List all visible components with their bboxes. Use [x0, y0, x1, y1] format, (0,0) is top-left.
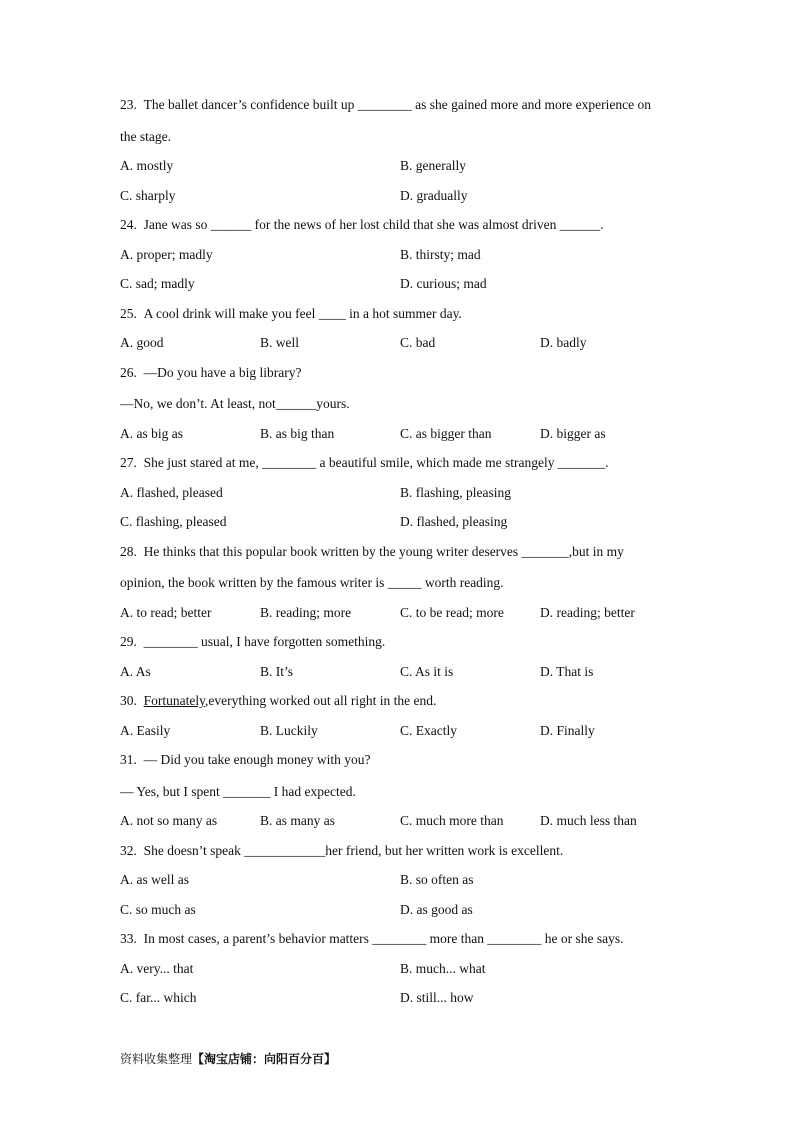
question-number: 30.	[120, 693, 137, 708]
answer-option: B. generally	[400, 158, 466, 173]
answer-option: A. not so many as	[120, 813, 218, 828]
options-row	[120, 811, 690, 831]
question-text: — Did you take enough money with you?	[143, 752, 371, 767]
answer-option: C. bad	[400, 335, 436, 350]
question-stem	[120, 929, 690, 949]
answer-option: D. Finally	[540, 722, 595, 738]
question-text: opinion, the book written by the famous writer is _____ worth reading.	[120, 575, 504, 590]
question-stem-continued	[120, 394, 690, 414]
answer-option: D. still... how	[400, 990, 474, 1005]
question-text: — Yes, but I spent _______ I had expected.	[120, 783, 356, 799]
answer-option: C. sharply	[120, 187, 176, 203]
options-row	[120, 424, 690, 444]
footer-shop: 【淘宝店铺：向阳百分百】	[192, 1052, 337, 1066]
answer-option: B. so often as	[400, 872, 474, 887]
question-text: He thinks that this popular book written by the young writer deserves _______,but in my	[143, 543, 624, 559]
question-text: —No, we don’t. At least, not______yours.	[120, 396, 350, 411]
answer-option: B. well	[260, 335, 299, 350]
question-stem	[120, 542, 690, 562]
answer-option: C. much more than	[400, 813, 504, 828]
answer-option: C. far... which	[120, 990, 197, 1005]
options-row	[120, 483, 690, 503]
answer-option: B. as big than	[260, 425, 335, 441]
question-text: The ballet dancer’s confidence built up ________ as she gained more and more experience on	[143, 97, 651, 112]
question-stem	[120, 215, 690, 235]
question-list	[120, 95, 690, 1008]
question-text: —Do you have a big library?	[143, 364, 302, 380]
question-stem	[120, 453, 690, 473]
options-row	[120, 603, 690, 623]
question-block	[120, 304, 690, 354]
question-number: 24.	[120, 217, 137, 232]
answer-option: C. so much as	[120, 901, 196, 917]
question-number: 27.	[120, 455, 137, 470]
answer-option: A. very... that	[120, 960, 194, 976]
answer-option: D. badly	[540, 335, 587, 350]
question-block	[120, 215, 690, 294]
answer-option: C. to be read; more	[400, 604, 504, 620]
answer-option: A. Easily	[120, 722, 171, 738]
answer-option: A. proper; madly	[120, 246, 213, 262]
answer-option: A. good	[120, 335, 164, 350]
question-stem	[120, 304, 690, 324]
answer-option: B. flashing, pleasing	[400, 484, 511, 500]
question-block	[120, 453, 690, 532]
question-number: 33.	[120, 931, 137, 946]
answer-option: B. reading; more	[260, 604, 352, 620]
answer-option: B. It’s	[260, 663, 294, 679]
options-row	[120, 186, 690, 206]
options-row	[120, 156, 690, 176]
answer-option: A. to read; better	[120, 604, 212, 620]
question-block	[120, 841, 690, 920]
question-number: 32.	[120, 842, 137, 858]
options-row	[120, 512, 690, 532]
options-row	[120, 959, 690, 979]
options-row	[120, 274, 690, 294]
options-row	[120, 333, 690, 353]
question-text: She doesn’t speak ____________her friend, but her written work is excellent.	[143, 842, 564, 858]
question-stem-continued	[120, 573, 690, 593]
question-number: 29.	[120, 634, 137, 649]
underlined-word: Fortunately	[143, 693, 205, 708]
answer-option: C. As it is	[400, 663, 454, 679]
answer-option: D. as good as	[400, 901, 473, 917]
answer-option: D. That is	[540, 663, 594, 679]
answer-option: A. As	[120, 663, 151, 679]
question-block	[120, 363, 690, 444]
question-block	[120, 542, 690, 623]
answer-option: D. much less than	[540, 813, 637, 828]
question-stem	[120, 841, 690, 861]
question-block	[120, 95, 690, 206]
question-block	[120, 929, 690, 1008]
question-stem	[120, 691, 690, 711]
question-text: In most cases, a parent’s behavior matters ________ more than ________ he or she says.	[143, 931, 624, 946]
answer-option: D. gradually	[400, 187, 468, 203]
question-text: Jane was so ______ for the news of her lost child that she was almost driven ______.	[143, 217, 604, 232]
question-text: the stage.	[120, 128, 171, 144]
answer-option: A. flashed, pleased	[120, 484, 223, 500]
answer-option: C. sad; madly	[120, 276, 195, 291]
answer-option: D. curious; mad	[400, 276, 487, 291]
question-number: 26.	[120, 364, 137, 380]
answer-option: B. thirsty; mad	[400, 246, 481, 262]
answer-option: B. much... what	[400, 960, 486, 976]
question-number: 23.	[120, 97, 137, 112]
answer-option: C. as bigger than	[400, 425, 492, 441]
question-block	[120, 632, 690, 682]
answer-option: A. mostly	[120, 158, 174, 173]
answer-option: B. as many as	[260, 813, 335, 828]
options-row	[120, 988, 690, 1008]
answer-option: D. reading; better	[540, 604, 635, 620]
question-stem	[120, 632, 690, 652]
question-number: 28.	[120, 543, 137, 559]
question-block	[120, 691, 690, 741]
question-stem	[120, 750, 690, 770]
options-row	[120, 870, 690, 890]
footer-prefix: 资料收集整理	[120, 1052, 193, 1066]
answer-option: B. Luckily	[260, 722, 318, 738]
question-text: ,everything worked out all right in the end.	[205, 693, 437, 708]
options-row	[120, 721, 690, 741]
answer-option: D. bigger as	[540, 425, 606, 441]
answer-option: C. flashing, pleased	[120, 514, 227, 529]
options-row	[120, 662, 690, 682]
question-text: A cool drink will make you feel ____ in a hot summer day.	[143, 305, 462, 321]
answer-option: C. Exactly	[400, 722, 457, 738]
options-row	[120, 900, 690, 920]
answer-option: A. as big as	[120, 425, 183, 441]
question-number: 25.	[120, 305, 137, 321]
question-number: 31.	[120, 752, 137, 767]
question-stem	[120, 95, 690, 115]
footer	[120, 1050, 336, 1068]
question-stem	[120, 363, 690, 383]
options-row	[120, 245, 690, 265]
answer-option: D. flashed, pleasing	[400, 514, 508, 529]
question-stem-continued	[120, 782, 690, 802]
question-text: ________ usual, I have forgotten something.	[143, 634, 386, 649]
question-block	[120, 750, 690, 831]
question-stem-continued	[120, 127, 690, 147]
answer-option: A. as well as	[120, 872, 189, 887]
question-text: She just stared at me, ________ a beautiful smile, which made me strangely _______.	[143, 455, 609, 470]
